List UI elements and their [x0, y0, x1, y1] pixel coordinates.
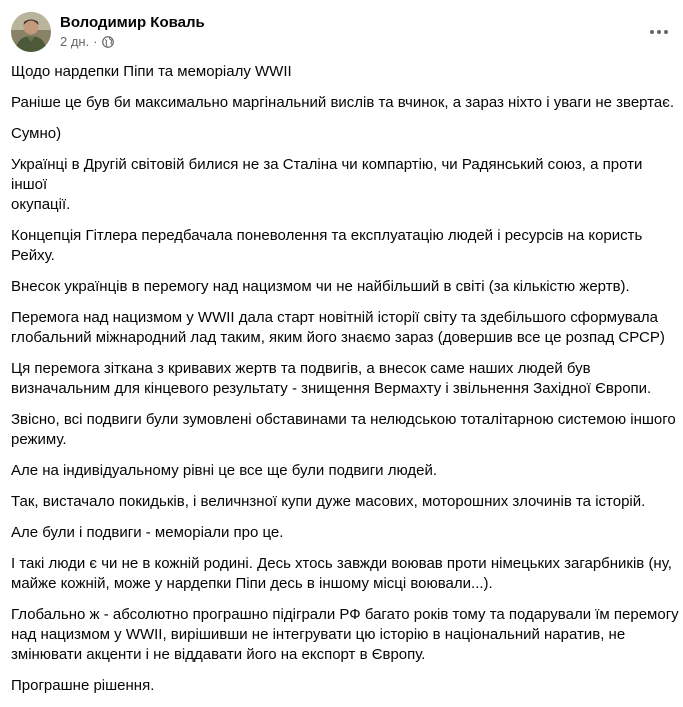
post-paragraph: Внесок українців в перемогу над нацизмом чи не найбільший в світі (за кількістю жертв).: [11, 278, 630, 295]
more-options-button[interactable]: [645, 18, 673, 46]
post-paragraph: Українці в Другій світовій билися не за Сталіна чи компартію, чи Радянський союз, а проти іншої окупації.: [11, 156, 643, 213]
post-subline: [60, 34, 205, 50]
post-header: [11, 12, 205, 56]
globe-icon[interactable]: [102, 36, 114, 48]
post-paragraph: Звісно, всі подвиги були зумовлені обставинами та нелюдською тоталітарною системою іншого режиму.: [11, 411, 676, 448]
post-paragraph: Ця перемога зіткана з кривавих жертв та подвигів, а внесок саме наших людей був визначальним для кінцевого результату - знищення Вермахту і звільнення Західної Європи.: [11, 360, 652, 397]
post-paragraph: Щодо нардепки Піпи та меморіалу WWII: [11, 63, 292, 80]
separator-dot: ·: [93, 34, 98, 49]
post-meta: [60, 12, 205, 50]
more-dot: [664, 30, 668, 34]
post-paragraph: Але були і подвиги - меморіали про це.: [11, 524, 284, 541]
post-timestamp[interactable]: 2 дн.: [60, 34, 90, 49]
more-horizontal-icon: [650, 30, 654, 34]
avatar-image: [11, 12, 51, 52]
post-paragraph: Сумно): [11, 125, 62, 142]
post-paragraph: І такі люди є чи не в кожній родині. Десь хтось завжди воював проти німецьких загарбників (ну, майже кожній, може у нардепки Піпи десь в іншому місці воювали...).: [11, 555, 672, 592]
post-body: [11, 62, 681, 707]
post-paragraph: Так, вистачало покидьків, і величнзної купи дуже масових, моторошних злочинів та історій.: [11, 493, 646, 510]
post-paragraph: Але на індивідуальному рівні це все ще були подвиги людей.: [11, 462, 438, 479]
avatar[interactable]: [11, 12, 51, 52]
author-name[interactable]: Володимир Коваль: [60, 14, 205, 31]
more-dot: [657, 30, 661, 34]
post-paragraph: Програшне рішення.: [11, 677, 155, 694]
post-paragraph: Перемога над нацизмом у WWII дала старт новітній історії світу та здебільшого сформувала глобальний міжнародний лад таким, яким його знаємо зараз (довершив все це розпад СРСР): [11, 309, 665, 346]
post-paragraph: Глобально ж - абсолютно програшно підіграли РФ багато років тому та подарували їм перемогу над нацизмом у WWII, вирішивши не інтегрувати цю історію в національний наратив, не змінювати акценти і не віддавати його на експорт в Європу.: [11, 606, 679, 663]
post-paragraph: Концепція Гітлера передбачала поневолення та експлуатацію людей і ресурсів на користь Рейху.: [11, 227, 643, 264]
post-paragraph: Раніше це був би максимально маргінальний вислів та вчинок, а зараз ніхто і уваги не звертає.: [11, 94, 675, 111]
